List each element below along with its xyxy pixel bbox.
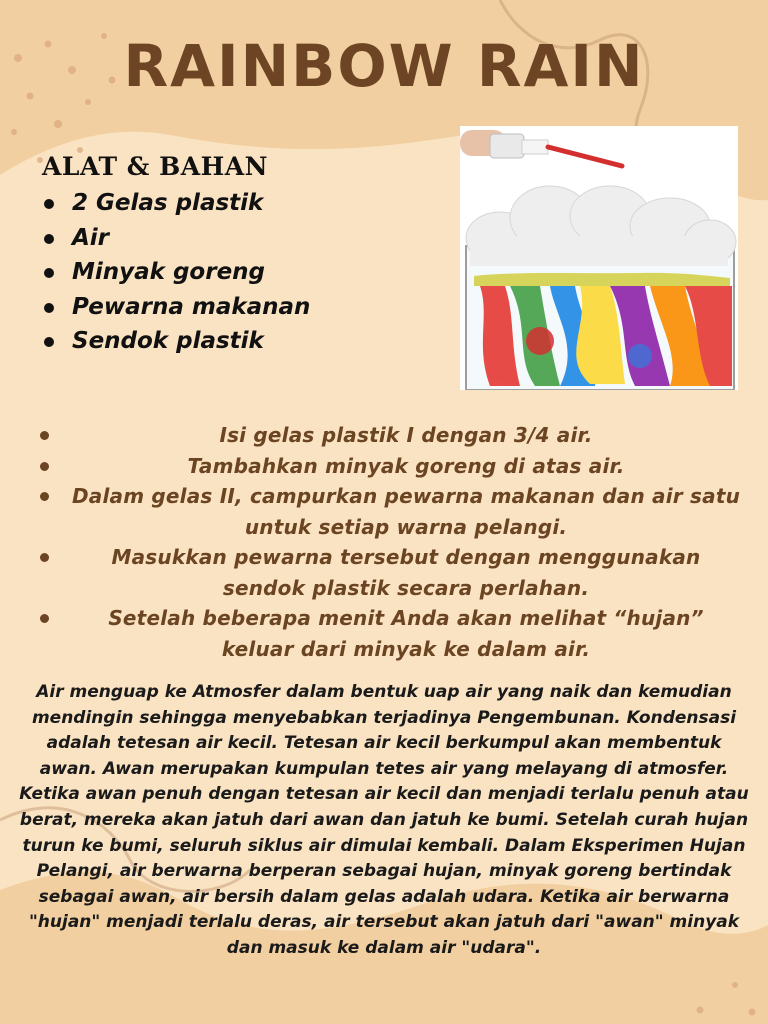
step-text: Isi gelas plastik I dengan 3/4 air. <box>219 423 593 447</box>
bullet-icon <box>40 553 49 562</box>
materials-list <box>42 186 442 359</box>
materials-heading: ALAT & BAHAN <box>42 152 268 181</box>
experiment-photo <box>460 126 738 390</box>
explanation-paragraph: Air menguap ke Atmosfer dalam bentuk uap air yang naik dan kemudian mendingin sehingga menyebabkan terjadinya Pengembunan. Kondensasi adalah tetesan air kecil. Tetesan air kecil berkumpul akan membentuk awan. Awan merupakan kumpulan tetes air yang melayang di atmosfer. Ketika awan penuh dengan tetesan air kecil dan menjadi terlalu penuh atau berat, mereka akan jatuh dari awan dan jatuh ke bumi. Setelah curah hujan turun ke bumi, seluruh siklus air dimulai kembali. Dalam Eksperimen Hujan Pelangi, air berwarna berperan sebagai hujan, minyak goreng bertindak sebagai awan, air bersih dalam gelas adalah udara. Ketika air berwarna "hujan" menjadi terlalu deras, air tersebut akan jatuh dari "awan" minyak dan masuk ke dalam air "udara". <box>19 682 749 958</box>
materials-item: Pewarna makanan <box>42 290 442 325</box>
step-item <box>30 542 742 603</box>
materials-item: Sendok plastik <box>42 324 442 359</box>
materials-item: Air <box>42 221 442 256</box>
bullet-icon <box>40 614 49 623</box>
step-text: Dalam gelas II, campurkan pewarna makanan dan air satu untuk setiap warna pelangi. <box>71 484 741 539</box>
step-item <box>30 451 742 482</box>
bullet-icon <box>40 492 49 501</box>
materials-item: Minyak goreng <box>42 255 442 290</box>
step-item <box>30 481 742 542</box>
step-text: Setelah beberapa menit Anda akan melihat “hujan” keluar dari minyak ke dalam air. <box>108 606 704 661</box>
materials-item: 2 Gelas plastik <box>42 186 442 221</box>
bullet-icon <box>40 431 49 440</box>
step-item <box>30 420 742 451</box>
step-text: Tambahkan minyak goreng di atas air. <box>187 453 625 478</box>
page-title: RAINBOW RAIN <box>123 32 645 100</box>
step-item <box>30 603 742 664</box>
step-text: Masukkan pewarna tersebut dengan menggunakan sendok plastik secara perlahan. <box>111 545 701 600</box>
materials-section <box>42 150 442 359</box>
steps-list <box>30 420 742 664</box>
bullet-icon <box>40 462 49 471</box>
